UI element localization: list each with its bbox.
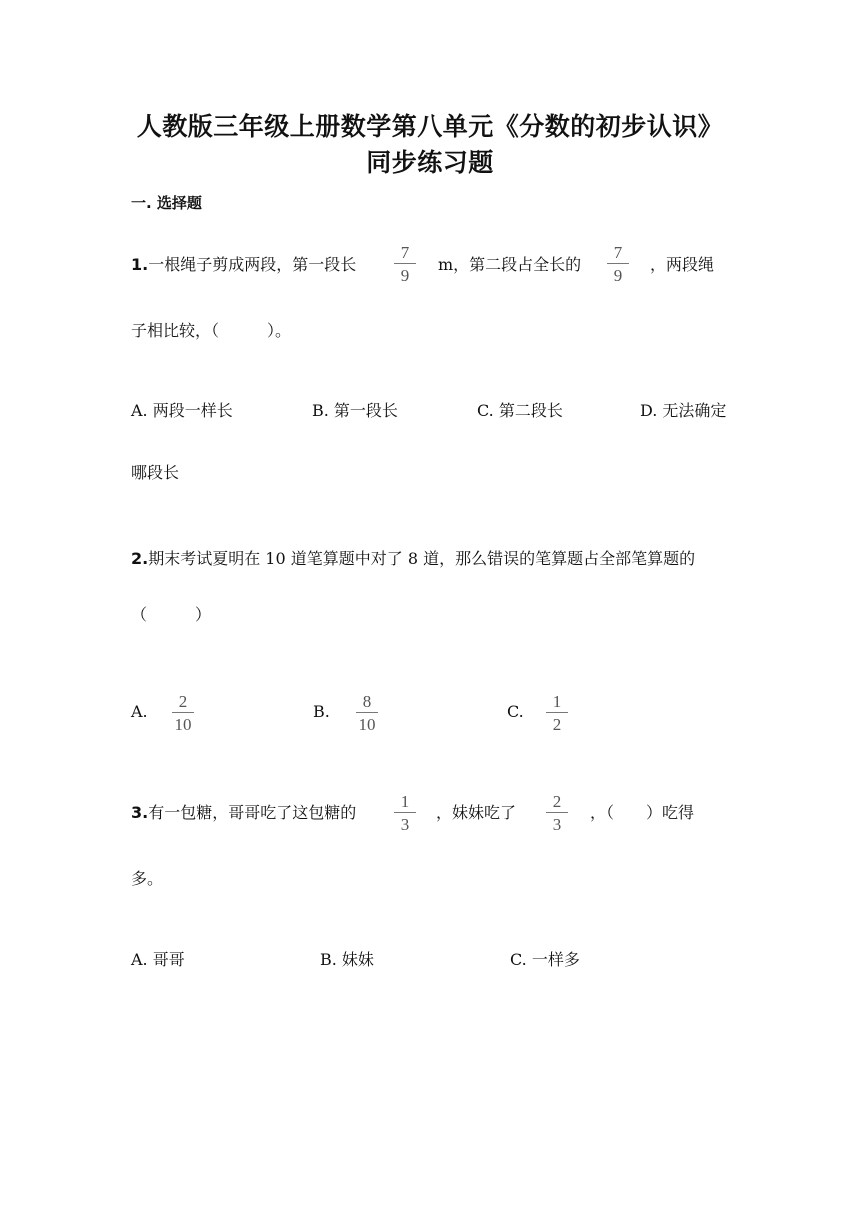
question-2-option-c-fraction[interactable] bbox=[542, 693, 572, 733]
fraction-denominator: 10 bbox=[358, 715, 376, 734]
question-1-option-c[interactable]: C. 第二段长 bbox=[477, 401, 563, 420]
question-3-fraction-1 bbox=[390, 793, 420, 833]
question-3-text-c: ，（ ）吃得 bbox=[590, 803, 695, 822]
question-1-text-a: 一根绳子剪成两段，第一段长 bbox=[148, 255, 357, 274]
fraction-denominator: 10 bbox=[174, 715, 192, 734]
question-1-text-c: ，两段绳 bbox=[650, 255, 715, 274]
page-title-line1: 人教版三年级上册数学第八单元《分数的初步认识》 bbox=[136, 112, 724, 141]
fraction-bar bbox=[546, 812, 568, 813]
fraction-numerator: 2 bbox=[178, 692, 188, 711]
question-2-number: 2. bbox=[131, 549, 149, 568]
fraction-bar bbox=[394, 263, 416, 264]
fraction-numerator: 1 bbox=[400, 792, 410, 811]
page-title-line2: 同步练习题 bbox=[366, 148, 494, 177]
question-1-text-d: 子相比较，（ ）。 bbox=[131, 321, 292, 340]
question-1-option-d-continued: 哪段长 bbox=[131, 463, 180, 482]
fraction-numerator: 1 bbox=[552, 692, 562, 711]
question-3-stem-part1 bbox=[131, 800, 356, 823]
question-1-option-d[interactable]: D. 无法确定 bbox=[640, 401, 727, 420]
question-2-option-c-label[interactable]: C. bbox=[507, 702, 524, 721]
question-3-number: 3. bbox=[131, 803, 149, 822]
question-3-text-a: 有一包糖，哥哥吃了这包糖的 bbox=[148, 803, 357, 822]
question-3-text-b: ，妹妹吃了 bbox=[436, 803, 517, 822]
question-2-option-a-label[interactable]: A. bbox=[131, 702, 148, 721]
question-1-option-a[interactable]: A. 两段一样长 bbox=[131, 401, 233, 420]
fraction-denominator: 2 bbox=[552, 715, 562, 734]
fraction-bar bbox=[356, 712, 378, 713]
question-1-fraction-1 bbox=[390, 244, 420, 284]
question-1-fraction-2 bbox=[603, 244, 633, 284]
question-2-option-b-label[interactable]: B. bbox=[313, 702, 330, 721]
fraction-denominator: 3 bbox=[552, 815, 562, 834]
question-1-stem-part1 bbox=[131, 252, 356, 275]
question-2-text-a: 期末考试夏明在 10 道笔算题中对了 8 道，那么错误的笔算题占全部笔算题的 bbox=[148, 549, 696, 568]
fraction-bar bbox=[546, 712, 568, 713]
fraction-numerator: 7 bbox=[613, 243, 623, 262]
fraction-denominator: 3 bbox=[400, 815, 410, 834]
fraction-bar bbox=[394, 812, 416, 813]
fraction-numerator: 2 bbox=[552, 792, 562, 811]
question-3-option-b[interactable]: B. 妹妹 bbox=[320, 950, 374, 969]
question-2-text-b: （ ） bbox=[131, 605, 212, 624]
question-2-option-b-fraction[interactable] bbox=[352, 693, 382, 733]
fraction-numerator: 8 bbox=[362, 692, 372, 711]
question-1-option-b[interactable]: B. 第一段长 bbox=[312, 401, 398, 420]
fraction-denominator: 9 bbox=[400, 266, 410, 285]
question-3-option-c[interactable]: C. 一样多 bbox=[510, 950, 580, 969]
fraction-denominator: 9 bbox=[613, 266, 623, 285]
fraction-bar bbox=[607, 263, 629, 264]
question-1-number: 1. bbox=[131, 255, 149, 274]
question-3-fraction-2 bbox=[542, 793, 572, 833]
fraction-bar bbox=[172, 712, 194, 713]
fraction-numerator: 7 bbox=[400, 243, 410, 262]
question-3-text-d: 多。 bbox=[131, 869, 164, 888]
question-2-option-a-fraction[interactable] bbox=[168, 693, 198, 733]
section-heading: 一. 选择题 bbox=[131, 194, 202, 212]
question-1-text-b: m，第二段占全长的 bbox=[438, 255, 582, 274]
question-3-option-a[interactable]: A. 哥哥 bbox=[131, 950, 185, 969]
question-2-stem bbox=[131, 546, 695, 569]
